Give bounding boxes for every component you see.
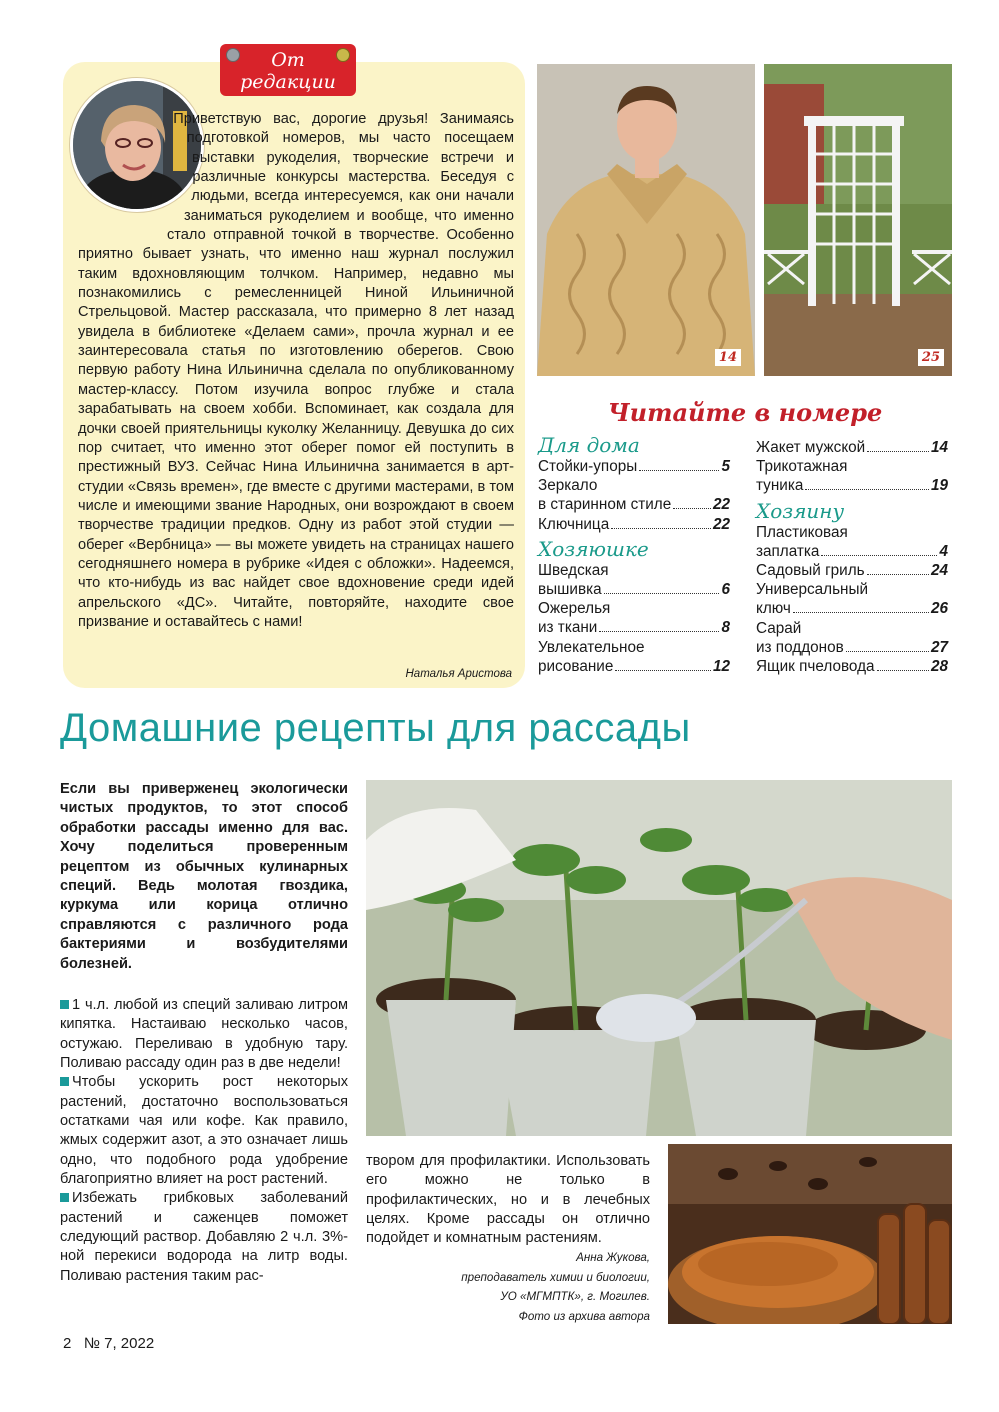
toc-entry[interactable] — [538, 618, 730, 637]
article-body-column-2: твором для профилактики. Использовать его можно не только в профилактических, но и в лечебных целях. Кроме рассады он отлично подойдет и комнатным растениям. — [366, 1153, 650, 1247]
toc-entry-page: 5 — [721, 458, 730, 475]
toc-leader-dots — [639, 470, 719, 471]
toc-entry-page: 26 — [930, 600, 948, 618]
author-name: Анна Жукова, — [576, 1251, 650, 1264]
toc-entry-line: Шведская — [538, 561, 609, 579]
toc-entry-label: рисование — [538, 657, 614, 675]
toc-entry-page: 19 — [930, 477, 948, 495]
toc-entry-line: Увлекательное — [538, 638, 645, 656]
toc-section-heading: Для дома — [538, 433, 640, 457]
toc-entry[interactable] — [756, 561, 948, 580]
toc-entry[interactable] — [538, 657, 730, 676]
toc-entry-page: 8 — [721, 619, 730, 637]
bullet-square-icon — [60, 1077, 69, 1086]
toc-leader-dots — [673, 508, 711, 509]
toc-leader-dots — [604, 593, 720, 594]
toc-entry-label: в старинном стиле — [538, 496, 672, 514]
toc-leader-dots — [821, 555, 937, 556]
toc-entry-page: 22 — [712, 496, 730, 514]
toc-entry-line: Пластиковая — [756, 523, 848, 541]
toc-entry-label: вышивка — [538, 581, 602, 599]
author-role: преподаватель химии и биологии, — [461, 1270, 650, 1284]
bullet-square-icon — [60, 1000, 69, 1009]
toc-entry-label: из ткани — [538, 619, 598, 637]
toc-leader-dots — [615, 670, 711, 671]
article-lead: Если вы приверженец экологически чистых продуктов, то этот способ обработки рассады именно для вас. Хочу поделиться проверенным рецептом из обычных кулинарных специй. Ведь молотая гвоздика, куркума или корица отлично справляются с различного рода бактериями и возбудителями болезней. — [60, 781, 348, 972]
article-credits — [380, 1248, 650, 1326]
photo-page-number: 25 — [918, 349, 944, 366]
seedlings-photo — [366, 780, 952, 1136]
toc-entry-label: туника — [756, 477, 804, 495]
article-headline: Домашние рецепты для рассады — [60, 706, 691, 750]
toc-entry[interactable] — [756, 542, 948, 561]
issue-number: № 7, 2022 — [83, 1335, 155, 1352]
toc-entry-line: Трикотажная — [756, 458, 848, 476]
toc-entry-page: 22 — [712, 515, 730, 533]
toc-column-1 — [538, 434, 730, 676]
toc-entry[interactable] — [756, 657, 948, 676]
toc-entry-label: Жакет мужской — [756, 439, 866, 456]
toc-section-heading: Хозяину — [756, 498, 845, 523]
article-body-column-1 — [60, 996, 348, 1286]
toc-entry-line: Универсальный — [756, 581, 869, 599]
toc-leader-dots — [867, 451, 929, 452]
toc-leader-dots — [611, 528, 711, 529]
bullet-square-icon — [60, 1193, 69, 1202]
pin-icon — [226, 48, 240, 62]
toc-leader-dots — [599, 631, 719, 632]
toc-entry-label: Ящик пчеловода — [756, 658, 875, 676]
toc-entry-page: 6 — [721, 581, 730, 599]
toc-entry-page: 4 — [939, 542, 948, 560]
toc-leader-dots — [867, 574, 929, 575]
toc-entry-label: Ключница — [538, 515, 610, 533]
paragraph: Чтобы ускорить рост некоторых растений, достаточно воспользоваться остатками чая или кофе. Как правило, жмых содержит азот, а это означает лишь одно, что подобного рода удобрение благоприятно влияет на рост растений. — [60, 1074, 348, 1188]
toc-entry-page: 28 — [930, 658, 948, 676]
toc-entry-line: Зеркало — [538, 477, 598, 495]
badge-line-2: редакции — [240, 71, 336, 93]
editor-letter-text: Приветствую вас, дорогие друзья! Занимаясь подготовкой номеров, мы часто посещаем выставки рукоделия, творческие встречи и различные конкурсы мастерства. Беседуя с людьми, всегда интересуемся, как они начали заниматься рукоделием и вообще, что именно стало отправной точкой в творчестве. Особенно приятно бывает узнать, что именно наш журнал послужил таким вдохновляющим толчком. Например, недавно мы познакомились с ремесленницей Ниной Ильиничной Стрельцовой. Мастер рассказала, что примерно 8 лет назад увидела в библиотеке «Делаем сами», прочла журнал и ее заинтересовала статья по изготовлению оберегов. Свою первую работу Нина Ильинична сделала по опубликованному мастер-классу. Потом изучила вопрос глубже и стала зарабатывать на своем хобби. Вспоминает, как создала для дочки своей приятельницы куколку Желанницу. Девушка до сих пор считает, что именно этот оберег помог ей поступить в престижный ВУЗ. Сейчас Нина Ильинична занимается в арт-студии «Связь времен», где вместе с другими мастерами, в том числе и имеющими звание Народных, они возрождают в своем творчестве традиции предков. Одну из работ этой студии — оберег «Вербница» — вы можете увидеть на страницах нашего сегодняшнего номера в рубрике «Идея с обложки». Надеемся, что кто-нибудь из вас найдет свое вдохновение среди идей апрельского «ДС». Читайте, повторяйте, находите свое призвание и оставайтесь с нами! — [78, 111, 514, 630]
toc-entry-label: заплатка — [756, 542, 820, 560]
toc-entry[interactable] — [756, 599, 948, 618]
toc-leader-dots — [877, 670, 929, 671]
toc-entry-page: 27 — [930, 638, 948, 656]
toc-leader-dots — [793, 612, 929, 613]
page-number: 2 — [63, 1335, 72, 1352]
toc-entry-label: ключ — [756, 600, 791, 618]
paragraph: 1 ч.л. любой из специй заливаю литром кипятка. Настаиваю несколько часов, остужаю. Переливаю в удобную тару. Поливаю рассаду один раз в две недели! — [60, 997, 348, 1072]
spices-photo — [668, 1144, 952, 1324]
toc-entry-line: Сарай — [756, 619, 802, 637]
author-organization: УО «МГМПТК», г. Могилев. — [500, 1290, 650, 1304]
toc-leader-dots — [846, 651, 929, 652]
toc-entry-label: Стойки-упоры — [538, 458, 638, 475]
toc-leader-dots — [805, 489, 929, 490]
toc-entry[interactable] — [538, 580, 730, 599]
toc-column-2 — [756, 438, 948, 676]
page-footer — [63, 1335, 154, 1352]
garden-arch-photo — [764, 64, 952, 376]
paragraph: Избежать грибковых заболеваний растений и саженцев поможет следующий раствор. Добавляю 2 ч.л. 3%-ной перекиси водорода на литр воды. Поливаю растения таким рас- — [60, 1190, 348, 1284]
toc-entry[interactable] — [756, 476, 948, 495]
badge-line-1: От — [271, 49, 305, 71]
toc-entry-page: 14 — [930, 439, 948, 456]
photo-page-number: 14 — [715, 349, 741, 366]
toc-title: Читайте в номере — [607, 398, 883, 427]
editor-signature: Наталья Аристова — [405, 668, 512, 680]
pin-icon — [336, 48, 350, 62]
toc-entry-label: Садовый гриль — [756, 562, 865, 580]
toc-entry[interactable] — [538, 515, 730, 534]
toc-entry[interactable] — [538, 457, 730, 476]
toc-entry-page: 24 — [930, 562, 948, 580]
toc-entry-label: из поддонов — [756, 638, 844, 656]
toc-entry[interactable] — [756, 638, 948, 657]
toc-section-heading: Хозяюшке — [538, 536, 649, 561]
sweater-photo — [537, 64, 755, 376]
toc-entry[interactable] — [538, 495, 730, 514]
editor-badge — [220, 44, 356, 96]
toc-entry-page: 12 — [712, 657, 730, 675]
editor-letter — [78, 110, 514, 632]
toc-entry[interactable] — [756, 438, 948, 457]
toc-entry-line: Ожерелья — [538, 600, 611, 618]
photo-credit: Фото из архива автора — [518, 1309, 650, 1323]
